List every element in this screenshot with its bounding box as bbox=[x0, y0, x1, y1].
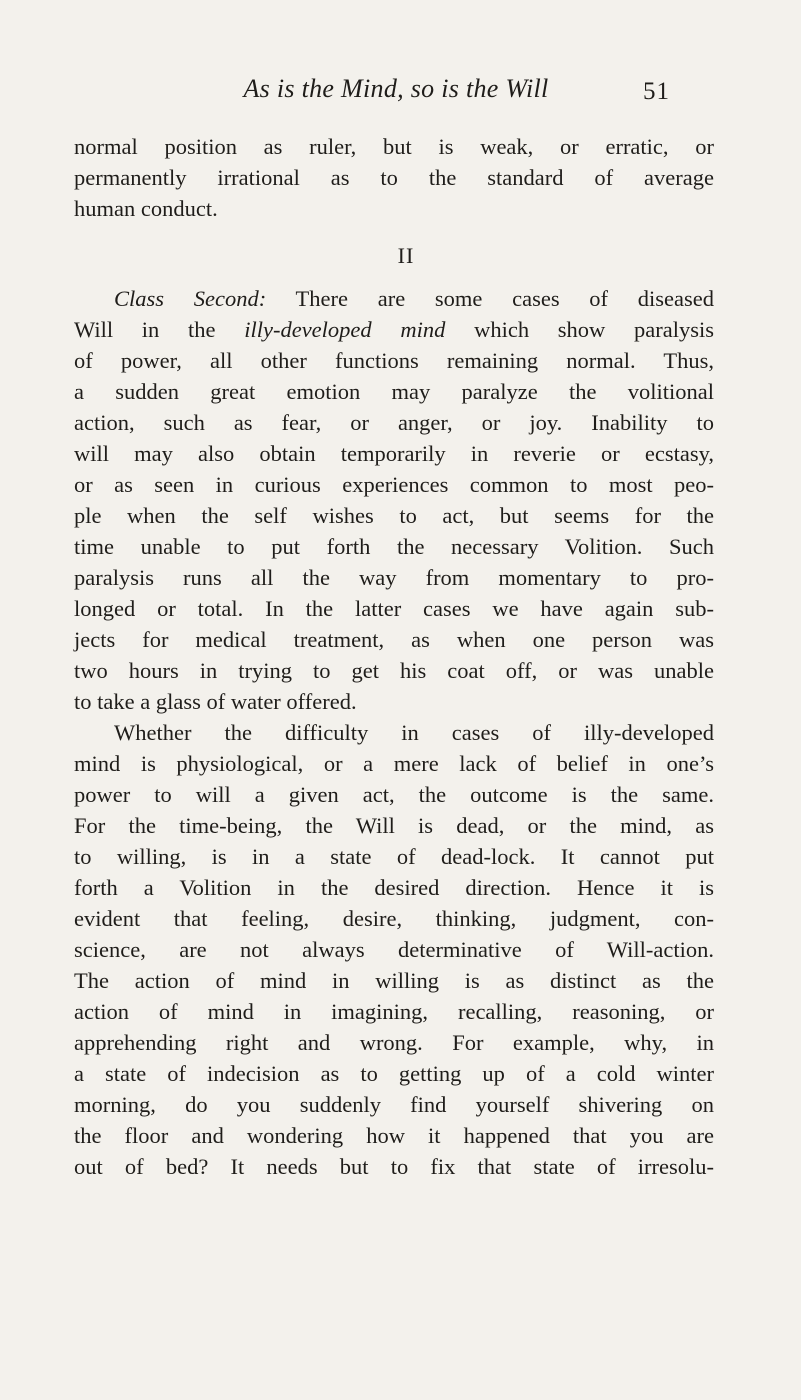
text-line: paralysis runs all the way from momentary to pro- bbox=[74, 565, 714, 590]
text-line: out of bed? It needs but to fix that state of irresolu- bbox=[74, 1154, 714, 1179]
text-line: forth a Volition in the desired direction. Hence it is bbox=[74, 875, 714, 900]
paragraph-first-line: Whether the difficulty in cases of illy-developed bbox=[114, 720, 714, 745]
text-line: or as seen in curious experiences common to most peo- bbox=[74, 472, 714, 497]
text-line: normal position as ruler, but is weak, or erratic, or bbox=[74, 134, 714, 159]
text-line: permanently irrational as to the standard of average bbox=[74, 165, 714, 190]
text-line bbox=[74, 314, 714, 345]
text-run: There are some cases of diseased bbox=[266, 286, 714, 311]
text-line: will may also obtain temporarily in reverie or ecstasy, bbox=[74, 441, 714, 466]
text-line: evident that feeling, desire, thinking, judgment, con- bbox=[74, 906, 714, 931]
text-line: to take a glass of water offered. bbox=[74, 689, 357, 714]
text-line: science, are not always determinative of Will-action. bbox=[74, 937, 714, 962]
text-line: longed or total. In the latter cases we have again sub- bbox=[74, 596, 714, 621]
text-run: Will in the bbox=[74, 317, 245, 342]
text-line: time unable to put forth the necessary Volition. Such bbox=[74, 534, 714, 559]
text-line: power to will a given act, the outcome is the same. bbox=[74, 782, 714, 807]
text-line: action of mind in imagining, recalling, reasoning, or bbox=[74, 999, 714, 1024]
body-text bbox=[74, 131, 714, 1182]
text-line: jects for medical treatment, as when one person was bbox=[74, 627, 714, 652]
text-line: human conduct. bbox=[74, 196, 218, 221]
paragraph-first-line bbox=[74, 283, 714, 314]
text-line: mind is physiological, or a mere lack of belief in one’s bbox=[74, 751, 714, 776]
text-line: apprehending right and wrong. For example, why, in bbox=[74, 1030, 714, 1055]
emphasis-term: illy-developed mind bbox=[244, 317, 446, 342]
text-line: The action of mind in willing is as distinct as the bbox=[74, 968, 714, 993]
text-line: two hours in trying to get his coat off, or was unable bbox=[74, 658, 714, 683]
text-line: the floor and wondering how it happened that you are bbox=[74, 1123, 714, 1148]
text-line: morning, do you suddenly find yourself shivering on bbox=[74, 1092, 714, 1117]
text-line: ple when the self wishes to act, but seems for the bbox=[74, 503, 714, 528]
text-line: a state of indecision as to getting up of a cold winter bbox=[74, 1061, 714, 1086]
text-line: to willing, is in a state of dead-lock. It cannot put bbox=[74, 844, 714, 869]
page-number: 51 bbox=[643, 78, 670, 105]
text-line: action, such as fear, or anger, or joy. Inability to bbox=[74, 410, 714, 435]
running-head-title: As is the Mind, so is the Will bbox=[243, 74, 549, 103]
text-line: For the time-being, the Will is dead, or the mind, as bbox=[74, 813, 714, 838]
section-heading: II bbox=[397, 243, 415, 268]
class-label: Class Second: bbox=[114, 286, 267, 311]
text-run: which show paralysis bbox=[445, 317, 714, 342]
text-line: of power, all other functions remaining normal. Thus, bbox=[74, 348, 714, 373]
text-line: a sudden great emotion may paralyze the volitional bbox=[74, 379, 714, 404]
